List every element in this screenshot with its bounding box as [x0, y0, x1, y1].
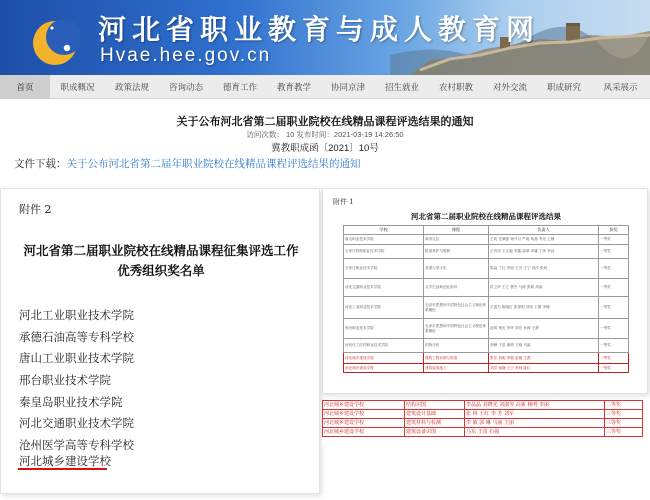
article-title: 关于公布河北省第二届职业院校在线精品课程评选结果的通知: [176, 115, 474, 128]
table-cell: 李晶晶 刘晓光 刘淑琴 高新 杨明 李丽: [465, 401, 605, 410]
table-cell-school: 唐山职业技术学院: [344, 235, 424, 245]
table-cell-school: 河北化工医药职业技术学院: [344, 339, 424, 353]
table-header-row: [344, 226, 629, 235]
red-underline: [18, 468, 107, 470]
table-cell: 河北城乡建设学校: [323, 419, 405, 428]
attachment-2-image: [0, 188, 320, 494]
results-strip-image: [322, 400, 648, 446]
table-cell-course: 药物分析: [424, 339, 489, 353]
table-row: [323, 410, 643, 419]
site-domain: Hvae.hee.gov.cn: [100, 45, 272, 66]
table-cell: 河北城乡建设学校: [323, 401, 405, 410]
table-cell-people: 侯卫华 王立 曹杰 马涛 张颖 高丽: [489, 279, 599, 297]
table-header: 负责人: [489, 226, 599, 235]
table-cell-school: 河北城乡建设学校: [344, 353, 424, 364]
nav-research[interactable]: 职成研究: [546, 82, 581, 92]
results-table: [343, 225, 629, 373]
results-strip-table: [322, 400, 643, 437]
attachment-title-line1: 河北省第二届职业院校在线精品课程征集评选工作: [23, 243, 299, 258]
table-row: [344, 339, 629, 353]
table-cell-school: 河北城乡建设学校: [344, 364, 424, 373]
site-banner: [0, 0, 650, 75]
table-header: 获奖: [599, 226, 629, 235]
nav-moral[interactable]: 德育工作: [222, 82, 257, 92]
nav-policy[interactable]: 政策法规: [114, 82, 149, 92]
table-cell: 三等奖: [605, 419, 643, 428]
nav-home[interactable]: 首页: [0, 75, 50, 99]
main-nav: [0, 75, 650, 99]
school-item: 沧州医学高等专科学校: [19, 438, 134, 452]
download-link[interactable]: 关于公布河北省第二届年职业院校在线精品课程评选结果的通知: [66, 158, 361, 170]
nav-rural[interactable]: 农村职教: [438, 82, 473, 92]
table-cell-people: 王莉 任满强 杨兴月 严南 杨晶 李光 王楠: [489, 235, 599, 245]
school-item: 邢台职业技术学院: [19, 373, 111, 387]
table-cell-school: 河北交通职业技术学院: [344, 279, 424, 297]
table-cell-award: 一等奖: [599, 364, 629, 373]
table-cell-course: 建筑装饰施工: [424, 364, 489, 373]
table-cell-people: 赵明 杨光 李华 刘芳 孙涛 王静: [489, 319, 599, 339]
article-meta: 访问次数： 10 发布时间：2021-03-19 14:26:50: [246, 130, 404, 139]
logo-icon: [30, 18, 80, 68]
table-cell-award: 一等奖: [599, 297, 629, 319]
table-cell: 建筑设计基础: [405, 410, 465, 419]
document-number: 冀教职成函〔2021〕10号: [271, 143, 379, 154]
table-cell: 建筑材料与检测: [405, 419, 465, 428]
table-cell-school: 石家庄铁路职业技术学院: [344, 245, 424, 259]
table-row: [344, 279, 629, 297]
download-label: 文件下载：: [14, 158, 67, 170]
table-cell-course: 大学生创新创业指导: [424, 279, 489, 297]
nav-showcase[interactable]: 风采展示: [603, 82, 638, 92]
table-cell: 马东 王雷 石强: [465, 428, 605, 437]
table-cell-people: 张宏 刘明 李强 赵敏 王燕: [489, 353, 599, 364]
attachment-label: 附件 2: [19, 203, 52, 216]
table-cell-award: 一等奖: [599, 259, 629, 279]
table-cell: 张 林 王红 李 芳 刘军: [465, 410, 605, 419]
table-cell-course: 毛泽东思想和中国特色社会主义理论体系概论: [424, 297, 489, 319]
site-title: 河北省职业教育与成人教育网: [98, 13, 541, 46]
nav-overview[interactable]: 职成概况: [60, 82, 95, 92]
nav-teaching[interactable]: 教育教学: [276, 82, 311, 92]
table-cell-people: 刘学 杨静 王宁 李林 陈红: [489, 364, 599, 373]
school-item: 承德石油高等专科学校: [19, 330, 134, 344]
table-row: [344, 245, 629, 259]
table-row: [344, 235, 629, 245]
table-row: [323, 419, 643, 428]
table-cell-award: 一等奖: [599, 235, 629, 245]
attachment-title: 河北省第二届职业院校在线精品课程评选结果: [411, 212, 561, 221]
table-cell-people: 王有伟 王文毅 李鑫 邵翠 甲庸 王帅 李蕊: [489, 245, 599, 259]
table-cell: 建筑设备识图: [405, 428, 465, 437]
school-item: 唐山工业职业技术学院: [19, 351, 134, 365]
table-cell: 三等奖: [605, 410, 643, 419]
nav-exchange[interactable]: 对外交流: [492, 82, 527, 92]
table-row: [344, 297, 629, 319]
table-cell: 河北城乡建设学校: [323, 410, 405, 419]
table-cell-school: 河北工业职业技术学院: [344, 297, 424, 319]
nav-employment[interactable]: 招生就业: [384, 82, 419, 92]
table-cell-school: 石家庄职业技术学院: [344, 259, 424, 279]
nav-jingjin[interactable]: 协同京津: [330, 82, 365, 92]
table-cell: 三等奖: [605, 428, 643, 437]
attachment-1-image: [322, 188, 648, 394]
table-cell-people: 陈淼 丁红 李丽 王芳 王宁 刘洋 张妍: [489, 259, 599, 279]
table-row: [344, 259, 629, 279]
table-row: [323, 401, 643, 410]
download-row: [14, 156, 361, 171]
table-row: [323, 428, 643, 437]
attachment-label: 附件 1: [333, 198, 354, 206]
table-cell-award: 一等奖: [599, 245, 629, 259]
table-cell-course: 商务礼仪: [424, 235, 489, 245]
table-cell: 李 敏 郭 琳 马丽 王丽: [465, 419, 605, 428]
table-cell-people: 王振杰 陈晓红 张建明 刘伟 王刚 李娜: [489, 297, 599, 319]
table-header: 课程: [424, 226, 489, 235]
table-row: [344, 364, 629, 373]
table-row: [344, 353, 629, 364]
table-cell-people: 李峰 于浩 谢明 王晓 马丽: [489, 339, 599, 353]
table-cell-course: 建筑工程识图与构造: [424, 353, 489, 364]
table-cell-course: 毛泽东思想和中国特色社会主义理论体系概论: [424, 319, 489, 339]
table-cell: 河北城乡建设学校: [323, 428, 405, 437]
table-cell-school: 邢台职业技术学院: [344, 319, 424, 339]
table-row: [344, 319, 629, 339]
table-cell-course: 桥梁养护与维修: [424, 245, 489, 259]
table-cell-award: 一等奖: [599, 353, 629, 364]
table-cell: 结构识图: [405, 401, 465, 410]
table-cell-course: 茶道与茶文化: [424, 259, 489, 279]
school-item: 秦皇岛职业技术学院: [19, 395, 123, 409]
table-cell-award: 一等奖: [599, 319, 629, 339]
attachment-title-line2: 优秀组织奖名单: [117, 263, 205, 278]
table-cell-award: 一等奖: [599, 339, 629, 353]
table-cell: 二等奖: [605, 401, 643, 410]
table-cell-award: 一等奖: [599, 279, 629, 297]
school-item: 河北工业职业技术学院: [19, 308, 134, 322]
school-item: 河北城乡建设学校: [19, 454, 111, 468]
nav-news[interactable]: 咨询动态: [168, 82, 203, 92]
school-item: 河北交通职业技术学院: [19, 416, 134, 430]
table-header: 学校: [344, 226, 424, 235]
